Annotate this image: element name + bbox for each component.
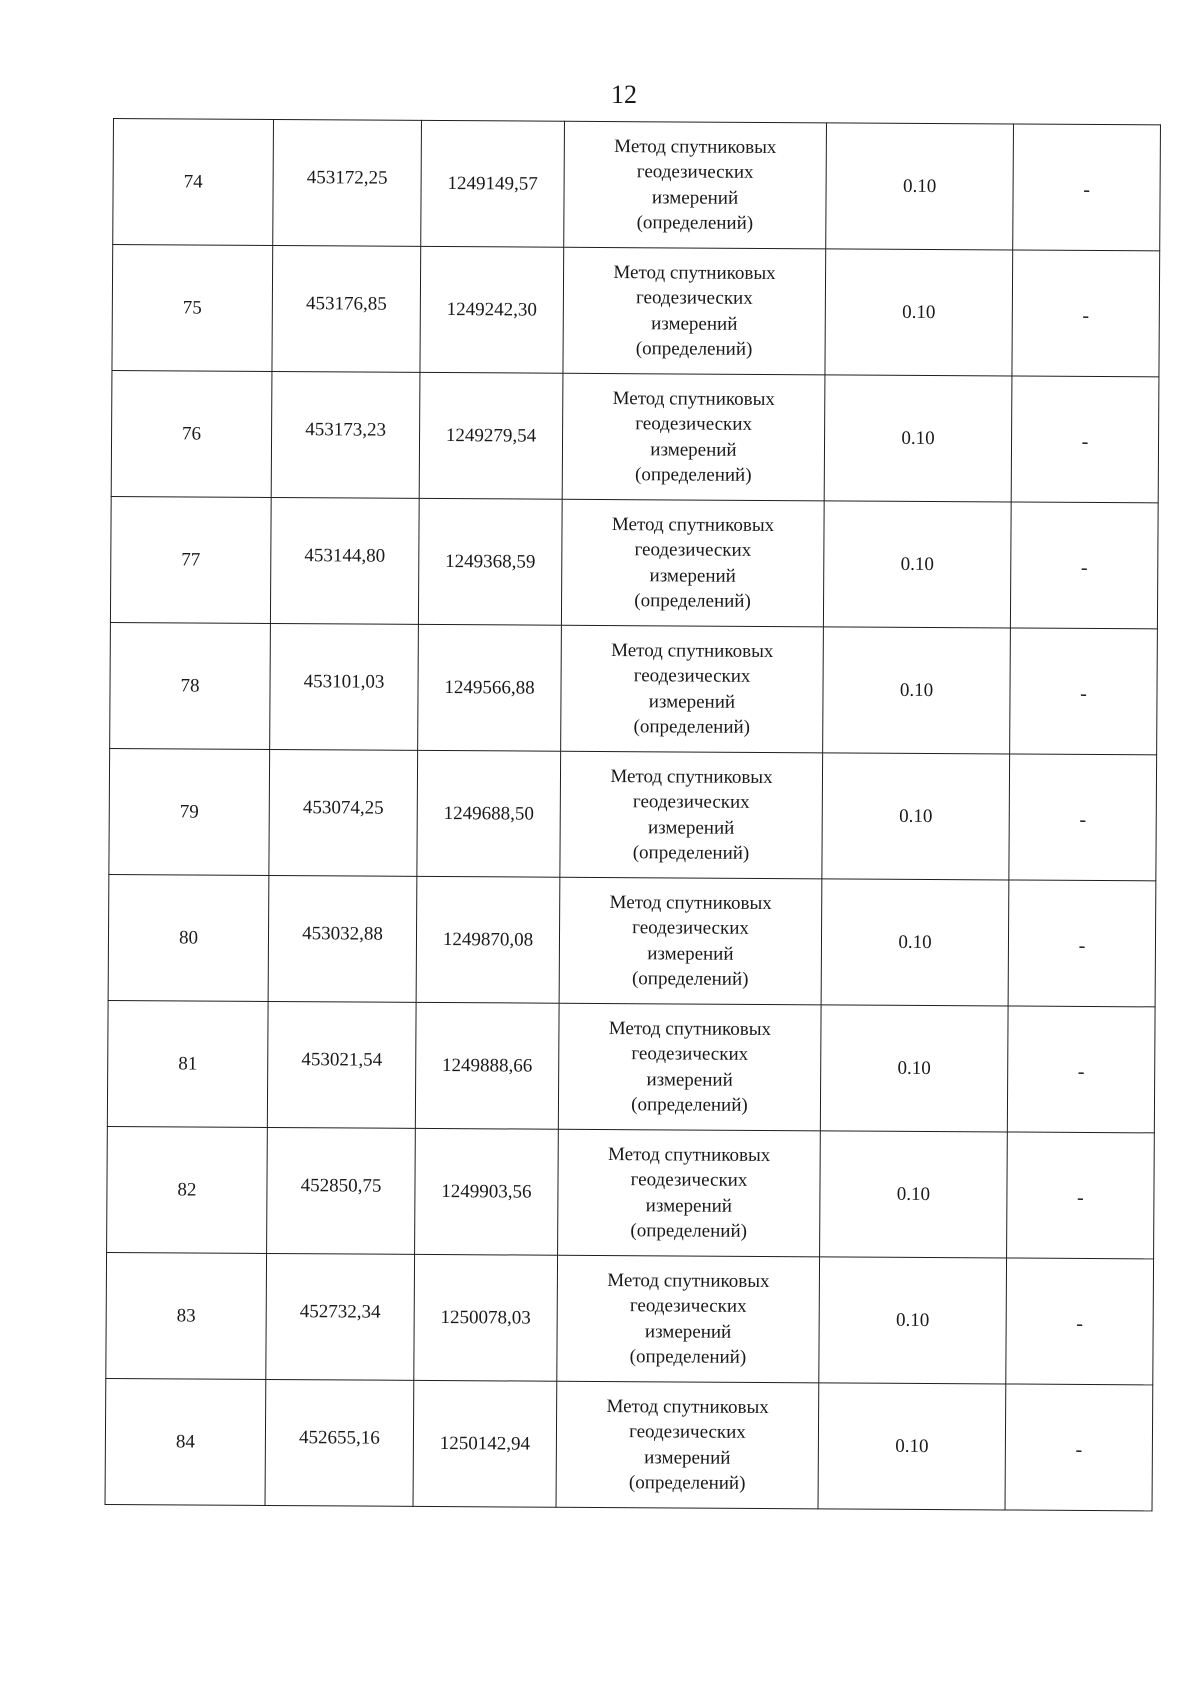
point-number-cell — [110, 496, 271, 623]
accuracy-value: 0.10 — [897, 1057, 931, 1079]
description-cell — [1007, 1006, 1155, 1133]
method-line: геодезических — [632, 917, 749, 939]
description-cell — [1007, 1132, 1155, 1259]
accuracy-value: 0.10 — [902, 175, 937, 197]
x-coordinate-cell — [270, 623, 419, 750]
y-coordinate-cell — [418, 624, 562, 751]
description-value: - — [1080, 556, 1088, 579]
description-value: - — [1078, 934, 1086, 957]
method-line: измерений — [644, 1446, 731, 1469]
description-cell — [1006, 1258, 1154, 1385]
point-number-cell — [105, 1378, 266, 1505]
method-cell — [563, 247, 826, 375]
point-number: 84 — [175, 1430, 195, 1453]
method-line: (определений) — [634, 590, 751, 612]
y-coordinate-cell — [413, 1380, 557, 1507]
table-row — [111, 370, 1159, 502]
method-line: измерений — [647, 942, 734, 965]
method-cell — [562, 373, 825, 501]
x-coordinate-cell — [265, 1379, 414, 1506]
x-coordinate: 453173,23 — [305, 418, 387, 441]
method-line: (определений) — [628, 1472, 746, 1494]
method-cell — [557, 1255, 820, 1383]
x-coordinate-cell — [270, 497, 419, 624]
method-cell — [559, 877, 822, 1005]
description-value: - — [1081, 430, 1089, 453]
method-line: измерений — [646, 1068, 733, 1091]
point-number: 82 — [177, 1178, 197, 1201]
accuracy-value: 0.10 — [895, 1435, 929, 1457]
method-line: геодезических — [633, 665, 751, 687]
description-cell — [1012, 250, 1160, 377]
method-line: Метод спутниковых — [611, 513, 775, 536]
method-line: (определений) — [636, 212, 754, 234]
method-cell — [564, 121, 827, 249]
accuracy-cell — [822, 753, 1010, 880]
method-line: измерений — [651, 186, 739, 209]
x-coordinate: 453172,25 — [306, 166, 388, 189]
y-coordinate: 1249279,54 — [445, 424, 537, 447]
method-cell — [560, 751, 823, 879]
y-coordinate-cell — [419, 372, 563, 499]
method-line: геодезических — [631, 1043, 749, 1065]
x-coordinate: 452732,34 — [299, 1300, 381, 1323]
method-line: Метод спутниковых — [607, 1269, 770, 1292]
point-number: 80 — [178, 926, 199, 949]
x-coordinate-cell — [273, 119, 422, 246]
method-line: измерений — [649, 564, 736, 587]
method-line: геодезических — [635, 287, 753, 309]
method-line: (определений) — [635, 464, 752, 486]
method-line: Метод спутниковых — [607, 1143, 771, 1166]
method-line: измерений — [650, 438, 737, 461]
method-line: (определений) — [631, 1094, 748, 1116]
accuracy-cell — [820, 1005, 1008, 1132]
y-coordinate-cell — [418, 498, 562, 625]
point-number: 77 — [181, 548, 201, 571]
accuracy-value: 0.10 — [899, 805, 933, 827]
accuracy-cell — [818, 1383, 1006, 1510]
y-coordinate: 1249903,56 — [441, 1180, 532, 1203]
accuracy-value: 0.10 — [900, 553, 934, 575]
accuracy-value: 0.10 — [898, 931, 932, 953]
accuracy-cell — [823, 501, 1011, 628]
method-line: Метод спутниковых — [614, 135, 777, 158]
x-coordinate: 452655,16 — [299, 1426, 380, 1449]
method-line: измерений — [645, 1194, 733, 1217]
accuracy-value: 0.10 — [902, 301, 936, 323]
method-cell — [561, 625, 824, 753]
method-line: геодезических — [634, 539, 752, 561]
point-number: 76 — [182, 422, 202, 445]
method-line: Метод спутниковых — [611, 639, 774, 662]
description-value: - — [1083, 178, 1090, 201]
x-coordinate-cell — [271, 371, 420, 498]
coordinates-table-body — [105, 119, 1160, 1511]
y-coordinate-cell — [415, 1002, 559, 1129]
point-number: 81 — [178, 1052, 198, 1075]
y-coordinate: 1249566,88 — [444, 676, 535, 699]
table-row — [105, 1378, 1153, 1510]
point-number-cell — [112, 245, 273, 372]
point-number-cell — [109, 748, 270, 875]
y-coordinate-cell — [415, 1128, 559, 1255]
point-number: 83 — [176, 1304, 196, 1327]
y-coordinate: 1249888,66 — [442, 1054, 533, 1077]
x-coordinate-cell — [268, 875, 417, 1002]
method-line: геодезических — [635, 413, 753, 435]
point-number-cell — [113, 119, 274, 246]
description-value: - — [1082, 304, 1090, 327]
method-line: (определений) — [633, 716, 751, 738]
point-number: 79 — [179, 800, 199, 823]
description-cell — [1009, 754, 1157, 881]
point-number-cell — [110, 622, 271, 749]
point-number: 74 — [183, 170, 203, 193]
y-coordinate: 1249242,30 — [446, 298, 538, 321]
method-cell — [561, 499, 824, 627]
x-coordinate: 453144,80 — [304, 544, 386, 567]
y-coordinate-cell — [416, 876, 560, 1003]
description-value: - — [1077, 1186, 1084, 1209]
accuracy-cell — [823, 627, 1011, 754]
y-coordinate: 1249870,08 — [442, 928, 534, 951]
point-number-cell — [106, 1252, 267, 1379]
table-row — [112, 245, 1160, 377]
description-value: - — [1075, 1438, 1083, 1461]
method-line: (определений) — [635, 338, 753, 360]
point-number-cell — [111, 370, 272, 497]
method-line: (определений) — [630, 1220, 748, 1242]
y-coordinate: 1249149,57 — [447, 172, 538, 195]
y-coordinate: 1249688,50 — [443, 802, 534, 825]
method-line: Метод спутниковых — [610, 765, 773, 788]
method-cell — [556, 1381, 819, 1509]
y-coordinate: 1249368,59 — [445, 550, 536, 573]
method-line: геодезических — [630, 1169, 748, 1191]
table-row — [107, 1000, 1155, 1132]
x-coordinate-cell — [267, 1127, 416, 1254]
x-coordinate: 453021,54 — [301, 1048, 383, 1071]
accuracy-cell — [825, 249, 1013, 376]
x-coordinate-cell — [266, 1253, 415, 1380]
description-cell — [1013, 124, 1161, 251]
table-row — [108, 874, 1156, 1006]
method-line: (определений) — [632, 842, 750, 864]
description-value: - — [1077, 1060, 1085, 1083]
accuracy-value: 0.10 — [896, 1183, 931, 1205]
method-cell — [558, 1129, 821, 1257]
method-cell — [558, 1003, 821, 1131]
method-line: геодезических — [629, 1295, 747, 1317]
method-line: геодезических — [632, 791, 750, 813]
description-cell — [1010, 502, 1158, 629]
method-line: геодезических — [636, 161, 754, 183]
y-coordinate-cell — [414, 1254, 558, 1381]
x-coordinate: 453032,88 — [302, 922, 383, 945]
y-coordinate-cell — [421, 120, 565, 247]
y-coordinate-cell — [420, 246, 564, 373]
accuracy-cell — [819, 1257, 1007, 1384]
accuracy-value: 0.10 — [899, 679, 934, 701]
accuracy-cell — [824, 375, 1012, 502]
method-line: Метод спутниковых — [606, 1395, 769, 1418]
description-cell — [1010, 628, 1158, 755]
point-number-cell — [107, 1000, 268, 1127]
method-line: измерений — [647, 816, 735, 839]
method-line: (определений) — [629, 1346, 747, 1368]
table-row — [106, 1252, 1154, 1384]
x-coordinate: 453176,85 — [305, 292, 387, 315]
description-cell — [1011, 376, 1159, 503]
x-coordinate: 453101,03 — [303, 670, 385, 693]
point-number-cell — [107, 1126, 268, 1253]
method-line: Метод спутниковых — [609, 891, 772, 914]
point-number: 78 — [180, 674, 200, 697]
method-line: Метод спутниковых — [608, 1017, 772, 1040]
y-coordinate-cell — [417, 750, 561, 877]
method-line: (определений) — [631, 968, 749, 990]
method-line: геодезических — [629, 1421, 746, 1443]
description-value: - — [1079, 808, 1087, 831]
accuracy-value: 0.10 — [901, 427, 935, 449]
method-line: измерений — [651, 312, 738, 335]
page-number: 12 — [611, 80, 637, 109]
y-coordinate: 1250142,94 — [439, 1432, 531, 1455]
method-line: Метод спутниковых — [612, 387, 775, 410]
method-line: Метод спутниковых — [613, 261, 776, 284]
point-number: 75 — [182, 296, 202, 319]
point-number-cell — [108, 874, 269, 1001]
coordinates-table — [105, 118, 1161, 1511]
description-cell — [1005, 1384, 1153, 1511]
table-row — [113, 119, 1161, 251]
description-cell — [1008, 880, 1156, 1007]
description-value: - — [1080, 682, 1087, 705]
table-row — [110, 496, 1158, 628]
accuracy-cell — [821, 879, 1009, 1006]
description-value: - — [1076, 1312, 1084, 1335]
accuracy-value: 0.10 — [895, 1309, 930, 1331]
table-row — [107, 1126, 1155, 1258]
x-coordinate: 452850,75 — [300, 1174, 382, 1197]
method-line: измерений — [648, 690, 736, 713]
accuracy-cell — [826, 123, 1014, 250]
table-row — [110, 622, 1158, 754]
x-coordinate-cell — [269, 749, 418, 876]
x-coordinate-cell — [267, 1001, 416, 1128]
accuracy-cell — [820, 1131, 1008, 1258]
method-line: измерений — [644, 1320, 732, 1343]
y-coordinate: 1250078,03 — [440, 1306, 531, 1329]
table-row — [109, 748, 1157, 880]
x-coordinate: 453074,25 — [302, 796, 384, 819]
x-coordinate-cell — [272, 245, 421, 372]
